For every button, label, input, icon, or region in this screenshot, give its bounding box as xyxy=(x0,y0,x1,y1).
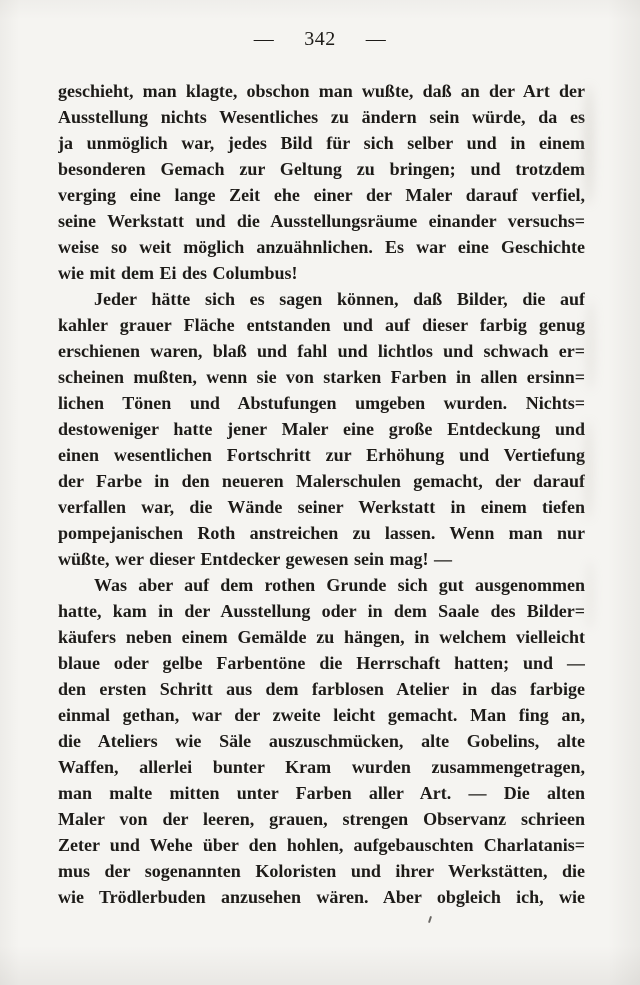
text-line: destoweniger hatte jener Maler eine große Entdeckung und xyxy=(58,419,585,439)
text-line: käufers neben einem Gemälde zu hängen, in welchem vielleicht xyxy=(58,627,585,647)
text-line: den ersten Schritt aus dem farblosen Atelier in das farbige xyxy=(58,679,585,699)
text-line: weise so weit möglich anzuähnlichen. Es war eine Geschichte xyxy=(58,237,585,257)
text-line: verfallen war, die Wände seiner Werkstatt in einem tiefen xyxy=(58,497,585,517)
text-line: Zeter und Wehe über den hohlen, aufgebauschten Charlatanis= xyxy=(58,835,585,855)
text-line: blaue oder gelbe Farbentöne die Herrschaft hatten; und — xyxy=(58,653,585,673)
ink-speck xyxy=(428,916,432,923)
text-line: Was aber auf dem rothen Grunde sich gut ausgenommen xyxy=(94,575,585,595)
page-number: 342 xyxy=(304,28,336,50)
header-right-dash: — xyxy=(365,28,387,50)
text-line: ja unmöglich war, jedes Bild für sich selber und in einem xyxy=(58,133,585,153)
text-line: der Farbe in den neueren Malerschulen gemacht, der darauf xyxy=(58,471,585,491)
text-line: besonderen Gemach zur Geltung zu bringen; und trotzdem xyxy=(58,159,585,179)
text-line: wüßte, wer dieser Entdecker gewesen sein mag! — xyxy=(58,549,452,569)
text-line: Waffen, allerlei bunter Kram wurden zusammengetragen, xyxy=(58,757,585,777)
text-line: Ausstellung nichts Wesentliches zu ändern sein würde, da es xyxy=(58,107,585,127)
text-line: pompejanischen Roth anstreichen zu lassen. Wenn man nur xyxy=(58,523,585,543)
header-left-dash: — xyxy=(253,28,275,50)
text-line: Maler von der leeren, grauen, strengen Observanz schrieen xyxy=(58,809,585,829)
page-edge-smudge xyxy=(584,85,594,205)
text-line: scheinen mußten, wenn sie von starken Farben in allen ersinn= xyxy=(58,367,585,387)
text-line: kahler grauer Fläche entstanden und auf dieser farbig genug xyxy=(58,315,585,335)
page-header xyxy=(0,28,640,51)
text-line: man malte mitten unter Farben aller Art. — Die alten xyxy=(58,783,585,803)
page-edge-smudge xyxy=(586,300,595,390)
page-edge-smudge xyxy=(584,420,593,520)
text-line: einmal gethan, war der zweite leicht gemacht. Man fing an, xyxy=(58,705,585,725)
text-line: einen wesentlichen Fortschritt zur Erhöhung und Vertiefung xyxy=(58,445,585,465)
text-line: verging eine lange Zeit ehe einer der Maler darauf verfiel, xyxy=(58,185,585,205)
page-edge-smudge xyxy=(586,560,594,630)
text-line: lichen Tönen und Abstufungen umgeben wurden. Nichts= xyxy=(58,393,585,413)
text-line: wie Trödlerbuden anzusehen wären. Aber obgleich ich, wie xyxy=(58,887,585,907)
text-line: erschienen waren, blaß und fahl und lichtlos und schwach er= xyxy=(58,341,585,361)
text-line: mus der sogenannten Koloristen und ihrer Werkstätten, die xyxy=(58,861,585,881)
text-line: geschieht, man klagte, obschon man wußte, daß an der Art der xyxy=(58,81,585,101)
text-line: wie mit dem Ei des Columbus! xyxy=(58,263,298,283)
text-line: hatte, kam in der Ausstellung oder in dem Saale des Bilder= xyxy=(58,601,585,621)
text-line: Jeder hätte sich es sagen können, daß Bilder, die auf xyxy=(94,289,585,309)
text-block xyxy=(58,78,585,910)
text-line: seine Werkstatt und die Ausstellungsräume einander versuchs= xyxy=(58,211,585,231)
text-line: die Ateliers wie Säle auszuschmücken, alte Gobelins, alte xyxy=(58,731,585,751)
